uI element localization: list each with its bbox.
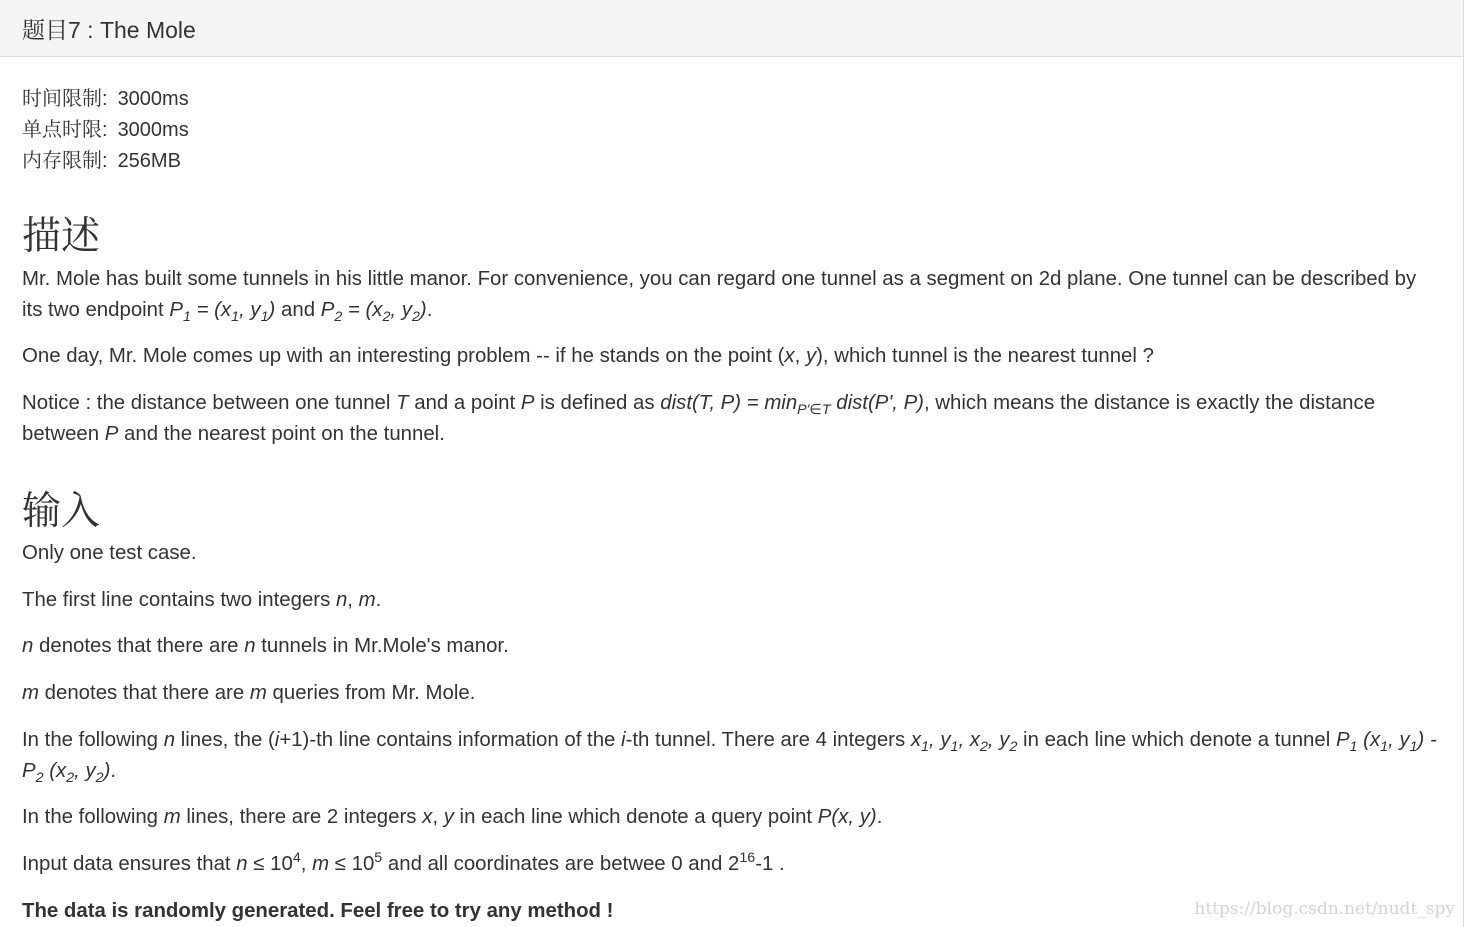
limit-value: 3000ms bbox=[117, 88, 189, 110]
limit-label: 单点时限: bbox=[22, 119, 108, 141]
limit-memory bbox=[22, 146, 1442, 177]
problem-title: 题目7 : The Mole bbox=[0, 0, 1463, 57]
input-paragraph: n denotes that there are n tunnels in Mr.Mole's manor. bbox=[22, 635, 509, 657]
input-paragraph: In the following n lines, the (i+1)-th line contains information of the i-th tunnel. There are 4 integers $x_1$, $y_1$, $x_2$, $y_2$ in each line which denote a tunnel $P_1$ ($x_1$, $y_1) - P_2$ ($x_2$, $y_2$). bbox=[22, 729, 1437, 787]
limit-label: 内存限制: bbox=[22, 150, 108, 172]
input-paragraph: In the following m lines, there are 2 integers x, y in each line which denote a query point P(x, y). bbox=[22, 806, 883, 828]
input-paragraph: The first line contains two integers n, m. bbox=[22, 589, 382, 611]
limit-time bbox=[22, 84, 1442, 115]
limit-value: 256MB bbox=[117, 150, 181, 172]
input-paragraph: Input data ensures that $n \le 10^4$, $m \le 10^5$ and all coordinates are betwee 0 and $2^{16}-1$ . bbox=[22, 850, 785, 875]
description-paragraph: Notice : the distance between one tunnel T and a point P is defined as dist(T, $P) = \min_{P'\in T}$ dist(P', P), which means the distance is exactly the distance between P and the nearest point on the tunnel. bbox=[22, 392, 1376, 445]
input-paragraph: Only one test case. bbox=[22, 542, 197, 564]
input-paragraph: m denotes that there are m queries from Mr. Mole. bbox=[22, 682, 476, 704]
description-paragraph: Mr. Mole has built some tunnels in his little manor. For convenience, you can regard one tunnel as a segment on 2d plane. One tunnel can be described by its two endpoint $P_1 = (x_1$, $y_1$) and $P_2 = (x_2$, $y_2$). bbox=[22, 268, 1417, 326]
description-paragraph: One day, Mr. Mole comes up with an interesting problem -- if he stands on the point (x, y), which tunnel is the nearest tunnel ? bbox=[22, 345, 1154, 367]
limit-value: 3000ms bbox=[117, 119, 189, 141]
limits-list bbox=[22, 84, 1442, 177]
limit-single bbox=[22, 115, 1442, 146]
input-note-bold: The data is randomly generated. Feel free to try any method ! bbox=[22, 900, 614, 922]
description-heading: 描述 bbox=[22, 215, 101, 258]
limit-label: 时间限制: bbox=[22, 88, 108, 110]
input-heading: 输入 bbox=[22, 490, 101, 533]
watermark: https://blog.csdn.net/nudt_spy bbox=[1194, 899, 1455, 919]
